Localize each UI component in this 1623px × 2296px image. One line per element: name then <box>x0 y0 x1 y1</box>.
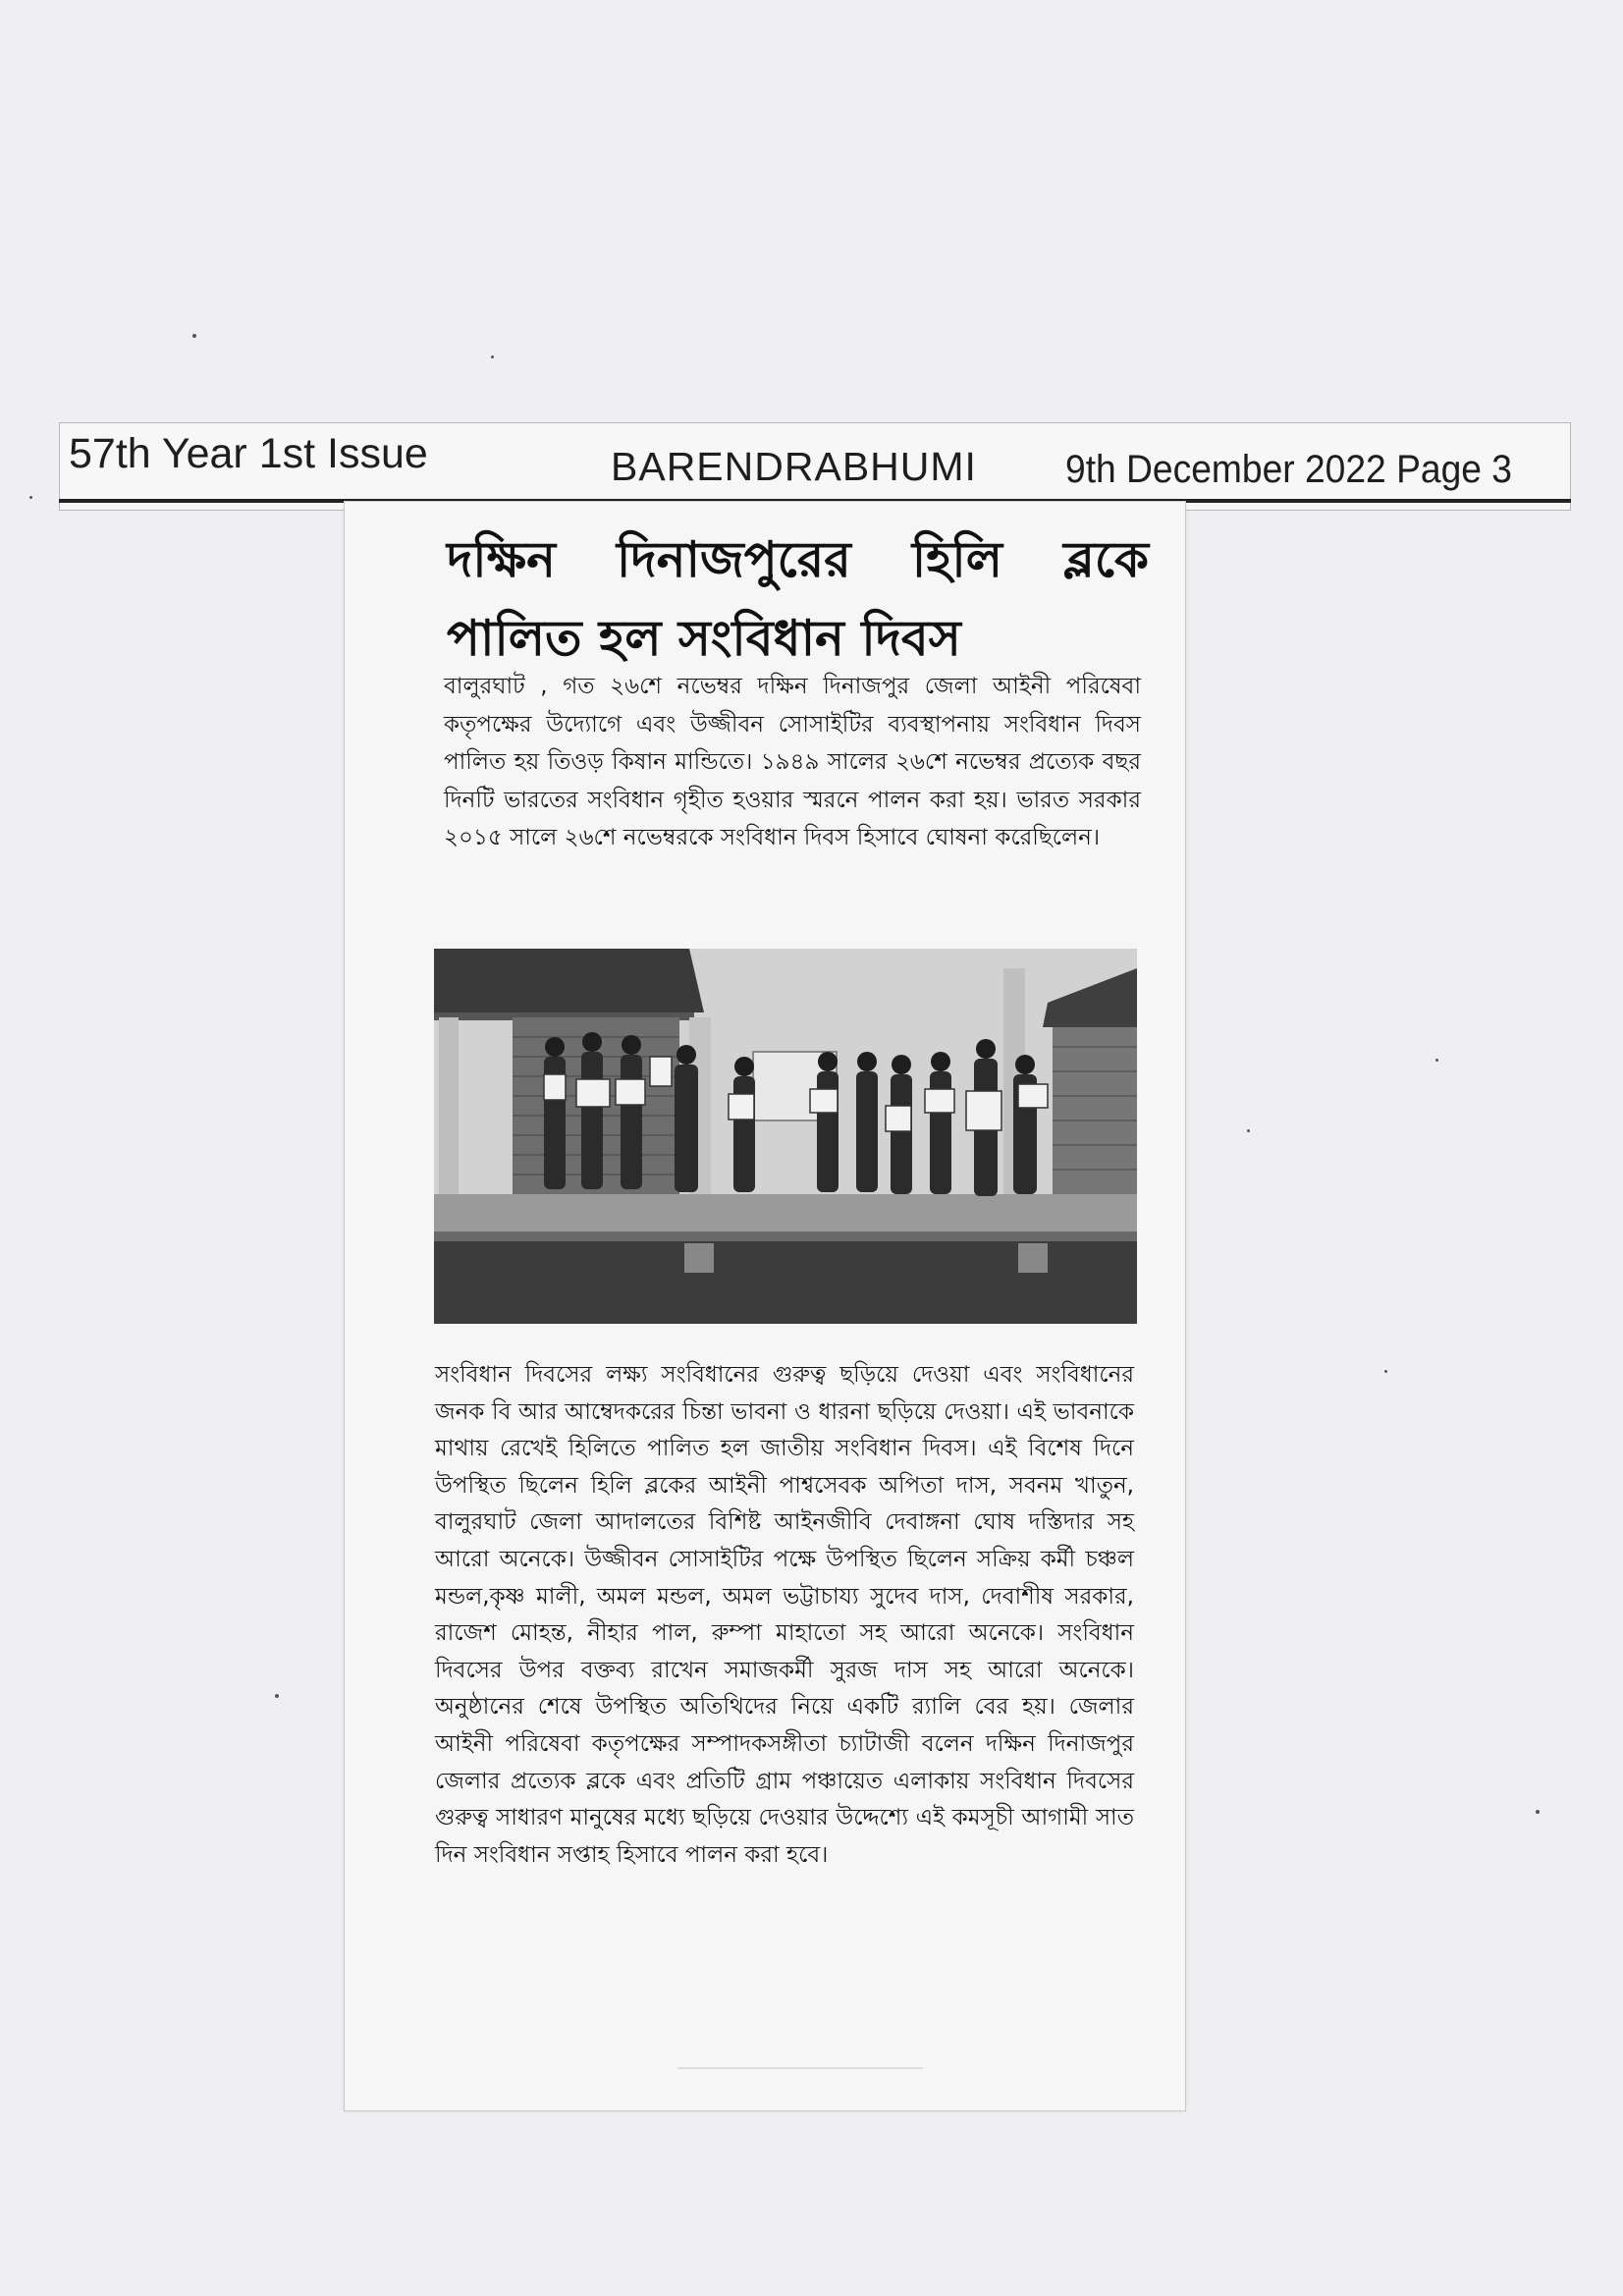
issue-label: 57th Year 1st Issue <box>69 430 428 477</box>
scan-speck <box>192 334 196 338</box>
scan-speck <box>1247 1129 1250 1132</box>
scan-speck <box>275 1694 279 1698</box>
scan-speck <box>29 496 32 499</box>
article-headline: দক্ষিন দিনাজপুরের হিলি ব্লকে পালিত হল সংবিধান দিবস <box>447 530 1149 667</box>
article-paragraph-1: বালুরঘাট , গত ২৬শে নভেম্বর দক্ষিন দিনাজপুর জেলা আইনী পরিষেবা কতৃপক্ষের উদ্যোগে এবং উজ্জীবন সোসাইটির ব্যবস্থাপনায় সংবিধান দিবস পালিত হয় তিওড় কিষান মান্ডিতে। ১৯৪৯ সালের ২৬শে নভেম্বর প্রত্যেক বছর দিনটি ভারতের সংবিধান গৃহীত হওয়ার স্মরনে পালন করা হয়। ভারত সরকার ২০১৫ সালে ২৬শে নভেম্বরকে সংবিধান দিবস হিসাবে ঘোষনা করেছিলেন। <box>444 674 1141 850</box>
newspaper-name: BARENDRABHUMI <box>611 444 977 489</box>
scan-speck <box>1384 1370 1387 1373</box>
faint-stamp-mark <box>677 2028 923 2069</box>
article-photo <box>434 949 1137 1324</box>
article-paragraph-2: সংবিধান দিবসের লক্ষ্য সংবিধানের গুরুত্ব ছড়িয়ে দেওয়া এবং সংবিধানের জনক বি আর আম্বেদকরের চিন্তা ভাবনা ও ধারনা ছড়িয়ে দেওয়া। এই ভাবনাকে মাথায় রেখেই হিলিতে পালিত হল জাতীয় সংবিধান দিবস। এই বিশেষ দিনে উপস্থিত ছিলেন হিলি ব্লকের আইনী পাশ্বসেবক অপিতা দাস, সবনম খাতুন, বালুরঘাট জেলা আদালতের বিশিষ্ট আইনজীবি দেবাঙ্গনা ঘোষ দস্তিদার সহ আরো অনেকে। উজ্জীবন সোসাইটির পক্ষে উপস্থিত ছিলেন সক্রিয় কর্মী চঞ্চল মন্ডল,কৃষ্ণ মালী, অমল মন্ডল, অমল ভট্টাচায্য সুদেব দাস, দেবাশীষ সরকার, রাজেশ মোহন্ত, নীহার পাল, রুম্পা মাহাতো সহ আরো অনেকে। সংবিধান দিবসের উপর বক্তব্য রাখেন সমাজকর্মী সুরজ দাস সহ আরো অনেকে। অনুষ্ঠানের শেষে উপস্থিত অতিথিদের নিয়ে একটি র‍্যালি বের হয়। জেলার আইনী পরিষেবা কতৃপক্ষের সম্পাদকসঙ্গীতা চ্যাটাজী বলেন দক্ষিন দিনাজপুর জেলার প্রত্যেক ব্লকে এবং প্রতিটি গ্রাম পঞ্চায়েত এলাকায় সংবিধান দিবসের গুরুত্ব সাধারণ মানুষের মধ্যে ছড়িয়ে দেওয়ার উদ্দেশ্যে এই কমসূচী আগামী সাত দিন সংবিধান সপ্তাহ হিসাবে পালন করা হবে। <box>435 1362 1134 1868</box>
photo-illustration <box>434 949 1137 1324</box>
scan-speck <box>491 355 494 358</box>
scan-speck <box>1435 1059 1438 1062</box>
date-page-label: 9th December 2022 Page 3 <box>1065 448 1512 491</box>
scan-speck <box>1536 1810 1540 1814</box>
